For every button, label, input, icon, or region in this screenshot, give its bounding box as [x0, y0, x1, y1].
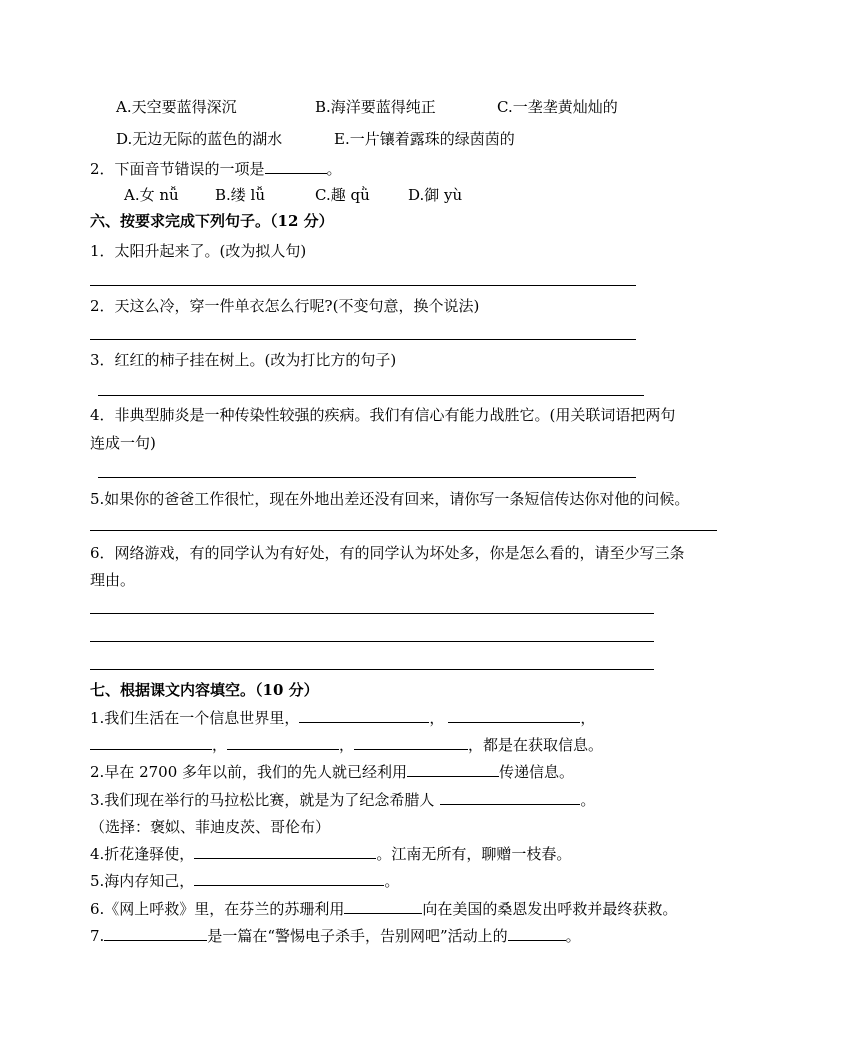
punctuation: 。	[384, 872, 400, 890]
s6-question-6-line2: 理由。	[90, 571, 136, 589]
question-text: 传递信息。	[499, 763, 575, 781]
punctuation: ，	[429, 709, 445, 727]
question-text: 是一篇在“警惕电子杀手，告别网吧”活动上的	[207, 927, 508, 945]
punctuation: 。	[565, 927, 581, 945]
s6-answer-line-2[interactable]	[90, 339, 636, 340]
s7-question-2	[90, 762, 574, 782]
s6-answer-line-3[interactable]	[98, 395, 644, 396]
s6-question-1: 1．太阳升起来了。(改为拟人句)	[90, 242, 307, 260]
s6-answer-line-4[interactable]	[98, 477, 636, 478]
option-b: B.海洋要蓝得纯正	[315, 98, 436, 116]
option-a: A.天空要蓝得深沉	[116, 98, 237, 116]
s7-question-4	[90, 844, 571, 864]
answer-blank[interactable]	[407, 762, 499, 777]
question-5-2	[90, 159, 342, 179]
option-c: C.一垄垄黄灿灿的	[497, 98, 618, 116]
answer-blank[interactable]	[354, 735, 468, 750]
section-6-title: 六、按要求完成下列句子。（12 分）	[90, 212, 334, 230]
s6-answer-line-6a[interactable]	[90, 613, 654, 614]
punctuation: ，	[580, 709, 596, 727]
s7-question-5	[90, 871, 399, 891]
answer-blank[interactable]	[440, 790, 580, 805]
question-text: 5.海内存知己，	[90, 872, 195, 890]
question-text: 。江南无所有，聊赠一枝春。	[376, 845, 572, 863]
s6-answer-line-6c[interactable]	[90, 669, 654, 670]
pinyin-option-d: D.御 yù	[408, 186, 463, 204]
answer-blank[interactable]	[448, 708, 580, 723]
pinyin-option-c: C.趣 qǜ	[315, 186, 370, 204]
pinyin-option-a: A.女 nǚ	[124, 186, 179, 204]
answer-blank[interactable]	[508, 926, 566, 941]
s6-question-6-line1: 6．网络游戏，有的同学认为有好处，有的同学认为坏处多，你是怎么看的，请至少写三条	[90, 544, 685, 562]
option-e: E.一片镶着露珠的绿茵茵的	[334, 130, 515, 148]
answer-blank[interactable]	[227, 735, 339, 750]
answer-blank[interactable]	[194, 844, 376, 859]
s7-question-1-line1	[90, 708, 595, 728]
question-text: 2．下面音节错误的一项是	[90, 160, 265, 178]
answer-blank[interactable]	[344, 899, 422, 914]
punctuation: 。	[580, 791, 596, 809]
section-7-title: 七、根据课文内容填空。（10 分）	[90, 681, 319, 699]
question-text: 1.我们生活在一个信息世界里，	[90, 709, 300, 727]
s6-answer-line-5[interactable]	[90, 530, 717, 531]
pinyin-option-b: B.缕 lǚ	[215, 186, 266, 204]
question-text: 3.我们现在举行的马拉松比赛，就是为了纪念希腊人	[90, 791, 435, 809]
question-text: ，都是在获取信息。	[468, 736, 604, 754]
s6-question-4-line2: 连成一句)	[90, 434, 156, 452]
question-text: 向在美国的桑恩发出呼救并最终获救。	[422, 900, 678, 918]
option-d: D.无边无际的蓝色的湖水	[116, 130, 283, 148]
answer-blank[interactable]	[90, 735, 212, 750]
answer-blank[interactable]	[104, 926, 207, 941]
s6-question-5: 5.如果你的爸爸工作很忙，现在外地出差还没有回来，请你写一条短信传达你对他的问候。	[90, 490, 690, 508]
s7-question-1-line2	[90, 735, 603, 755]
question-text: 4.折花逢驿使，	[90, 845, 195, 863]
answer-blank[interactable]	[265, 159, 327, 174]
punctuation: ，	[212, 736, 228, 754]
s7-question-3-note: （选择：褒姒、菲迪皮茨、哥伦布）	[90, 818, 331, 836]
s7-question-3	[90, 790, 595, 810]
question-text: 6.《网上呼救》里，在芬兰的苏珊利用	[90, 900, 345, 918]
punctuation: 。	[326, 160, 342, 178]
s7-question-7	[90, 926, 581, 946]
s6-question-4-line1: 4．非典型肺炎是一种传染性较强的疾病。我们有信心有能力战胜它。(用关联词语把两句	[90, 406, 676, 424]
s6-answer-line-6b[interactable]	[90, 641, 654, 642]
s6-answer-line-1[interactable]	[90, 285, 636, 286]
s7-question-6	[90, 899, 677, 919]
s6-question-2: 2．天这么冷，穿一件单衣怎么行呢?(不变句意，换个说法)	[90, 297, 480, 315]
answer-blank[interactable]	[194, 871, 384, 886]
s6-question-3: 3．红红的柿子挂在树上。(改为打比方的句子)	[90, 351, 397, 369]
question-text: 2.早在 2700 多年以前，我们的先人就已经利用	[90, 763, 408, 781]
punctuation: ，	[339, 736, 355, 754]
answer-blank[interactable]	[299, 708, 429, 723]
question-text: 7.	[90, 927, 105, 945]
